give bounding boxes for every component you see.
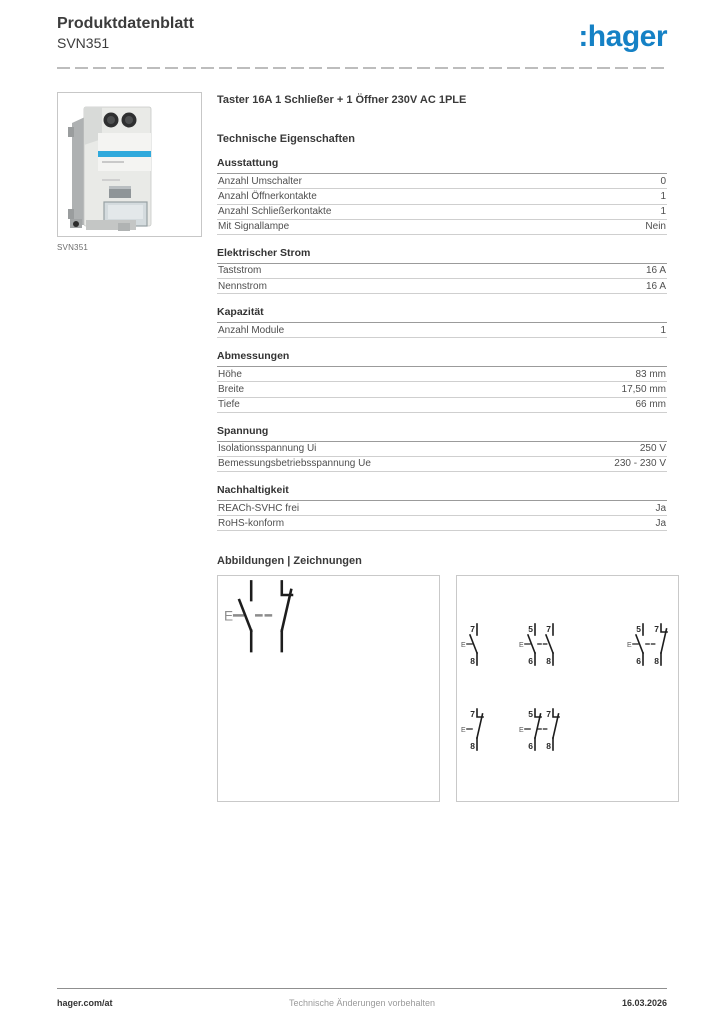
- spec-value: 17,50 mm: [621, 384, 666, 396]
- spec-value: Ja: [655, 502, 666, 514]
- spec-value: 16 A: [645, 280, 666, 292]
- svg-text:7: 7: [546, 709, 551, 720]
- footer-link[interactable]: hager.com/at: [57, 998, 113, 1008]
- spec-value: 1: [660, 324, 666, 336]
- footer-note: Technische Änderungen vorbehalten: [288, 998, 436, 1008]
- svg-text:E: E: [224, 608, 234, 624]
- section-title: Nachhaltigkeit: [217, 484, 667, 501]
- spec-label: Mit Signallampe: [218, 221, 290, 233]
- spec-value: 250 V: [639, 443, 666, 455]
- section-title: Kapazität: [217, 306, 667, 323]
- spec-row: [217, 264, 667, 279]
- spec-row: [217, 174, 667, 189]
- svg-text:E: E: [461, 642, 466, 650]
- spec-label: Nennstrom: [218, 280, 267, 292]
- page-subtitle: SVN351: [57, 35, 110, 51]
- spec-row: [217, 516, 667, 531]
- page-title: Produktdatenblatt: [57, 15, 194, 32]
- spec-label: Höhe: [218, 368, 242, 380]
- section-title: Elektrischer Strom: [217, 247, 667, 264]
- svg-text:6: 6: [528, 741, 533, 752]
- spec-label: Isolationsspannung Ui: [218, 443, 317, 455]
- circuit-diagram: [461, 622, 489, 668]
- circuit-diagram: [461, 707, 489, 753]
- spec-value: 83 mm: [635, 368, 666, 380]
- product-image-column: [57, 92, 202, 252]
- spec-row: [217, 367, 667, 382]
- spec-section: [217, 157, 667, 235]
- spec-row: [217, 382, 667, 397]
- spec-value: Nein: [645, 221, 666, 233]
- spec-label: Taststrom: [218, 265, 262, 277]
- hager-logo: :hager: [578, 20, 667, 53]
- svg-text:8: 8: [470, 656, 475, 667]
- circuit-diagram: [224, 578, 302, 656]
- spec-row: [217, 205, 667, 220]
- footer-date: 16.03.2026: [621, 998, 667, 1008]
- spec-label: Anzahl Module: [218, 324, 285, 336]
- svg-text:6: 6: [636, 656, 641, 667]
- svg-text:E: E: [519, 727, 524, 735]
- svg-text:8: 8: [546, 741, 551, 752]
- svg-text:5: 5: [636, 624, 641, 635]
- spec-section: [217, 425, 667, 472]
- header-text: [57, 14, 194, 52]
- spec-label: REACh-SVHC frei: [218, 502, 300, 514]
- tech-heading: Technische Eigenschaften: [217, 133, 355, 146]
- footer: [57, 988, 667, 1008]
- circuit-figure: [519, 707, 565, 758]
- spec-value: 16 A: [645, 265, 666, 277]
- svg-text:8: 8: [470, 741, 475, 752]
- circuit-diagram: [519, 707, 565, 753]
- spec-label: Breite: [218, 384, 245, 396]
- figure-row: [217, 575, 678, 802]
- circuit-figure: [519, 622, 565, 673]
- circuit-figure: [627, 622, 673, 673]
- spec-label: Tiefe: [218, 399, 240, 411]
- main-circuit-figure: [224, 578, 302, 661]
- svg-text:7: 7: [470, 624, 475, 635]
- product-title: Taster 16A 1 Schließer + 1 Öffner 230V AC 1PLE: [217, 94, 467, 106]
- spec-label: Anzahl Umschalter: [218, 175, 302, 187]
- spec-row: [217, 323, 667, 338]
- section-title: Spannung: [217, 425, 667, 442]
- svg-text:7: 7: [470, 709, 475, 720]
- spec-label: Anzahl Öffnerkontakte: [218, 191, 317, 202]
- product-photo: [58, 93, 201, 236]
- figure-box-main: [217, 575, 440, 802]
- spec-label: RoHS-konform: [218, 517, 285, 529]
- spec-section: [217, 350, 667, 412]
- tech-sections: [217, 157, 667, 531]
- header-separator: [57, 67, 667, 69]
- svg-text:E: E: [461, 727, 466, 735]
- spec-value: 0: [660, 175, 666, 187]
- svg-text:E: E: [627, 642, 632, 650]
- circuit-figure: [461, 707, 489, 758]
- main-content: [217, 92, 678, 802]
- spec-row: [217, 189, 667, 204]
- spec-label: Bemessungsbetriebsspannung Ue: [218, 458, 371, 470]
- spec-value: 1: [660, 191, 666, 202]
- spec-row: [217, 442, 667, 457]
- svg-text:5: 5: [528, 709, 533, 720]
- spec-row: [217, 457, 667, 472]
- product-image-box: [57, 92, 202, 237]
- svg-text:7: 7: [654, 624, 659, 635]
- svg-text:8: 8: [546, 656, 551, 667]
- svg-text:6: 6: [528, 656, 533, 667]
- spec-label: Anzahl Schließerkontakte: [218, 206, 332, 218]
- circuit-figure: [461, 622, 489, 673]
- svg-text:5: 5: [528, 624, 533, 635]
- svg-text:8: 8: [654, 656, 659, 667]
- spec-row: [217, 279, 667, 294]
- drawings-heading: Abbildungen | Zeichnungen: [217, 555, 362, 568]
- spec-section: [217, 247, 667, 294]
- spec-row: [217, 501, 667, 516]
- spec-row: [217, 220, 667, 235]
- svg-text:E: E: [519, 642, 524, 650]
- header: [57, 14, 667, 52]
- spec-section: [217, 306, 667, 338]
- section-title: Abmessungen: [217, 350, 667, 367]
- product-image-caption: SVN351: [57, 243, 88, 252]
- spec-value: 1: [660, 206, 666, 218]
- svg-text:7: 7: [546, 624, 551, 635]
- circuit-diagram: [627, 622, 673, 668]
- spec-row: [217, 398, 667, 413]
- section-title: Ausstattung: [217, 157, 667, 174]
- spec-section: [217, 484, 667, 531]
- spec-value: 66 mm: [635, 399, 666, 411]
- figure-box-variants: [456, 575, 679, 802]
- spec-value: Ja: [655, 517, 666, 529]
- circuit-diagram: [519, 622, 565, 668]
- spec-value: 230 - 230 V: [614, 458, 666, 470]
